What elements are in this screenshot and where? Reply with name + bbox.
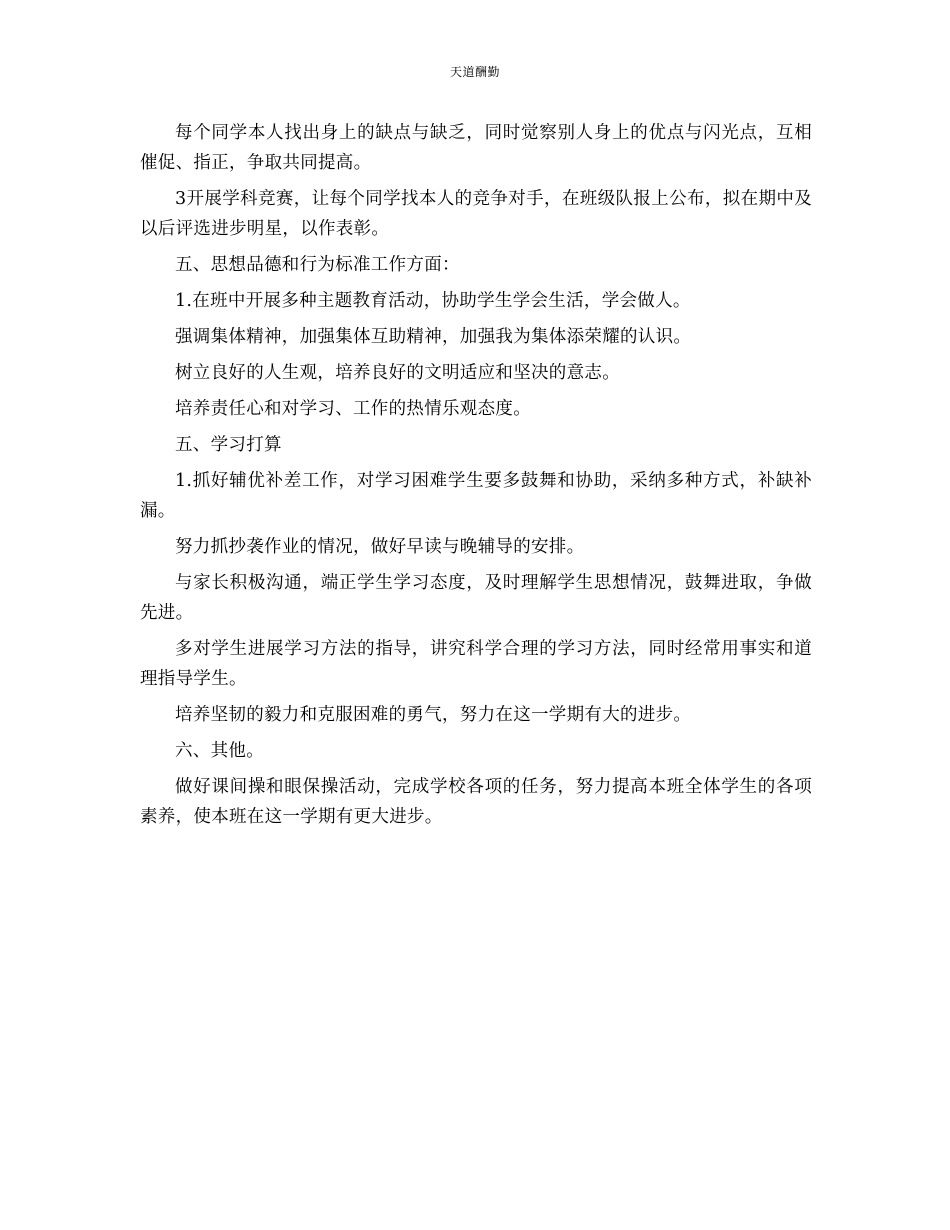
paragraph: 与家长积极沟通，端正学生学习态度，及时理解学生思想情况，鼓舞进取，争做先进。 <box>140 573 812 623</box>
paragraph: 培养坚韧的毅力和克服困难的勇气，努力在这一学期有大的进步。 <box>175 705 692 725</box>
paragraph: 强调集体精神，加强集体互助精神，加强我为集体添荣耀的认识。 <box>175 327 692 347</box>
section-heading: 五、学习打算 <box>175 435 282 455</box>
paragraph: 多对学生进展学习方法的指导，讲究科学合理的学习方法，同时经常用事实和道理指导学生。 <box>140 639 812 689</box>
section-heading: 六、其他。 <box>175 741 264 761</box>
paragraph: 努力抓抄袭作业的情况，做好早读与晚辅导的安排。 <box>175 537 585 557</box>
page-header: 天道酬勤 <box>449 65 500 79</box>
paragraph: 1.在班中开展多种主题教育活动，协助学生学会生活，学会做人。 <box>175 291 691 311</box>
paragraph: 做好课间操和眼保操活动，完成学校各项的任务，努力提高本班全体学生的各项素养，使本班在这一学期有更大进步。 <box>140 777 812 827</box>
paragraph: 树立良好的人生观，培养良好的文明适应和坚决的意志。 <box>175 363 620 383</box>
paragraph: 3开展学科竞赛，让每个同学找本人的竞争对手，在班级队报上公布，拟在期中及以后评选进步明星，以作表彰。 <box>140 189 812 239</box>
paragraph: 1.抓好辅优补差工作，对学习困难学生要多鼓舞和协助，采纳多种方式，补缺补漏。 <box>140 471 812 521</box>
paragraph: 每个同学本人找出身上的缺点与缺乏，同时觉察别人身上的优点与闪光点，互相催促、指正，争取共同提高。 <box>140 123 812 173</box>
document-body <box>140 118 812 838</box>
section-heading: 五、思想品德和行为标准工作方面： <box>175 255 460 275</box>
paragraph: 培养责任心和对学习、工作的热情乐观态度。 <box>175 399 531 419</box>
